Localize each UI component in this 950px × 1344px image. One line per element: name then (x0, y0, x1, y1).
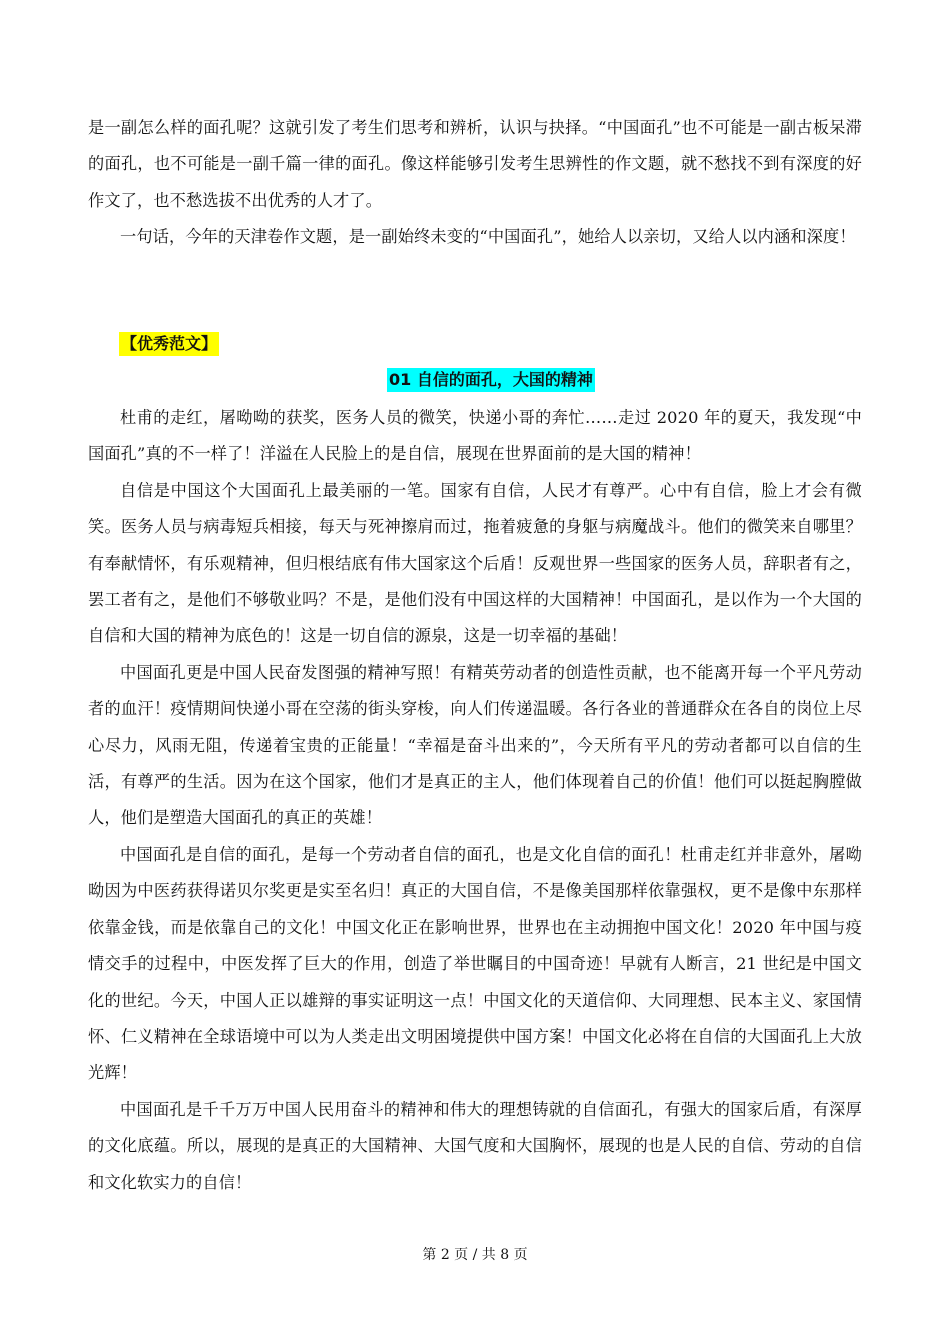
intro-paragraph-1: 是一副怎么样的面孔呢？这就引发了考生们思考和辨析，认识与抉择。“中国面孔”也不可能是一副古板呆滞的面孔，也不可能是一副千篇一律的面孔。像这样能够引发考生思辨性的作文题，就不愁找不到有深度的好作文了，也不愁选拔不出优秀的人才了。 (88, 118, 862, 210)
essay-paragraph-2: 自信是中国这个大国面孔上最美丽的一笔。国家有自信，人民才有尊严。心中有自信，脸上才会有微笑。医务人员与病毒短兵相接，每天与死神擦肩而过，拖着疲惫的身躯与病魔战斗。他们的微笑来自哪里？有奉献情怀，有乐观精神，但归根结底有伟大国家这个后盾！反观世界一些国家的医务人员，辞职者有之，罢工者有之，是他们不够敬业吗？不是，是他们没有中国这样的大国精神！中国面孔，是以作为一个大国的自信和大国的精神为底色的！这是一切自信的源泉，这是一切幸福的基础！ (88, 480, 862, 646)
intro-paragraph-2: 一句话，今年的天津卷作文题，是一副始终未变的“中国面孔”，她给人以亲切，又给人以内涵和深度！ (120, 227, 856, 247)
page-footer: 第 2 页 / 共 8 页 (422, 1247, 528, 1263)
essay-paragraph-3: 中国面孔更是中国人民奋发图强的精神写照！有精英劳动者的创造性贡献，也不能离开每一个平凡劳动者的血汗！疫情期间快递小哥在空荡的街头穿梭，向人们传递温暖。各行各业的普通群众在各自的岗位上尽心尽力，风雨无阻，传递着宝贵的正能量！“幸福是奋斗出来的”，今天所有平凡的劳动者都可以自信的生活，有尊严的生活。因为在这个国家，他们才是真正的主人，他们体现着自己的价值！他们可以挺起胸膛做人，他们是塑造大国面孔的真正的英雄！ (88, 662, 862, 828)
essay-title: 01 自信的面孔，大国的精神 (387, 368, 595, 392)
intro-section (88, 110, 862, 256)
essay-paragraph-5: 中国面孔是千千万万中国人民用奋斗的精神和伟大的理想铸就的自信面孔，有强大的国家后盾，有深厚的文化底蕴。所以，展现的是真正的大国精神、大国气度和大国胸怀，展现的也是人民的自信、劳动的自信和文化软实力的自信！ (88, 1099, 862, 1192)
section-heading: 【优秀范文】 (119, 332, 219, 356)
essay-paragraph-1: 杜甫的走红，屠呦呦的获奖，医务人员的微笑，快递小哥的奔忙……走过 2020 年的夏天，我发现“中国面孔”真的不一样了！洋溢在人民脸上的是自信，展现在世界面前的是大国的精神！ (88, 408, 862, 464)
essay-body (88, 400, 862, 1201)
essay-paragraph-4: 中国面孔是自信的面孔，是每一个劳动者自信的面孔，也是文化自信的面孔！杜甫走红并非意外，屠呦呦因为中医药获得诺贝尔奖更是实至名归！真正的大国自信，不是像美国那样依靠强权，更不是像中东那样依靠金钱，而是依靠自己的文化！中国文化正在影响世界，世界也在主动拥抱中国文化！2020 年中国与疫情交手的过程中，中医发挥了巨大的作用，创造了举世瞩目的中国奇迹！早就有人断言，21 世纪是中国文化的世纪。今天，中国人正以雄辩的事实证明这一点！中国文化的天道信仰、大同理想、民本主义、家国情怀、仁义精神在全球语境中可以为人类走出文明困境提供中国方案！中国文化必将在自信的大国面孔上大放光辉！ (88, 844, 862, 1083)
